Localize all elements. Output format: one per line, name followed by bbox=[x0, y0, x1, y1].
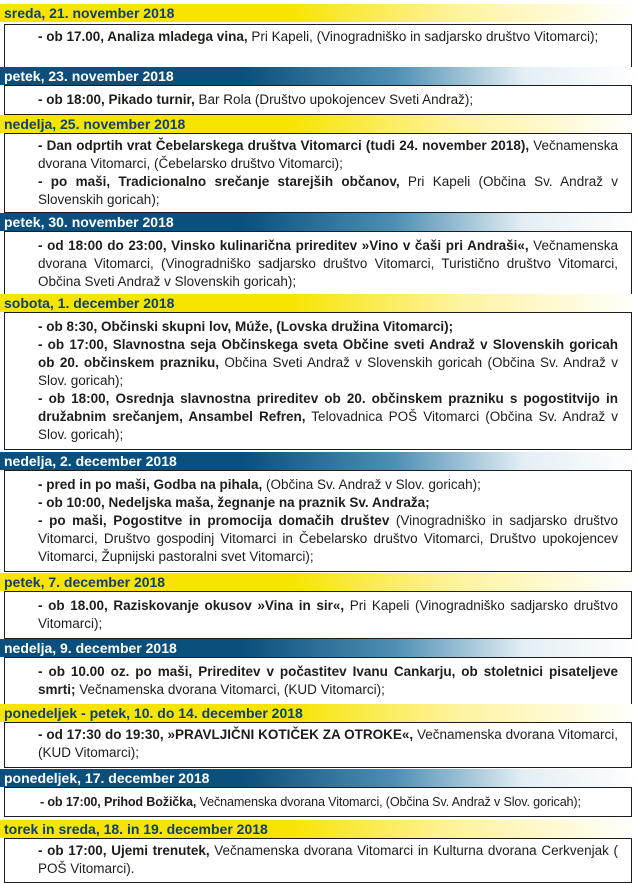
event-details: (Vinogradniško in sadjarsko društvo Vitomarci, Društvo gospodinj Vitomarci in Čebelarsko društvo Vitomarci, Društvo upokojencev Vitomarci, Župnijski pastoralni svet Vitomarci); bbox=[38, 513, 618, 564]
event-details: Večnamenska dvorana Vitomarci, (Občina Sv. Andraž v Slov. goricah); bbox=[196, 795, 581, 809]
day-header: petek, 23. november 2018 bbox=[0, 67, 638, 85]
event-details: Pri Kapeli, (Vinogradniško in sadjarsko društvo Vitomarci); bbox=[247, 29, 599, 44]
day-events bbox=[38, 476, 618, 566]
event-item bbox=[38, 318, 618, 336]
event-details: Večnamenska dvorana Vitomarci, (KUD Vitomarci); bbox=[38, 727, 618, 760]
day-events bbox=[38, 842, 618, 878]
event-item bbox=[38, 173, 618, 209]
event-title: - pred in po maši, Godba na pihala, bbox=[38, 477, 263, 492]
event-item bbox=[40, 793, 624, 811]
event-title: - ob 17:00, Slavnostna seja Občinskega sveta Občine sveti Andraž v Slovenskih goricah ob 20. občinskem prazniku, bbox=[38, 337, 618, 370]
day-header: sobota, 1. december 2018 bbox=[0, 294, 638, 312]
event-details: Večnamenska dvorana Vitomarci in Kulturna dvorana Cerkvenjak ( POŠ Vitomarci). bbox=[38, 843, 618, 876]
event-title: - ob 18.00, Raziskovanje okusov »Vina in sir«, bbox=[38, 598, 345, 613]
day-header: petek, 7. december 2018 bbox=[0, 573, 638, 591]
event-title: - po maši, Pogostitve in promocija domačih društev bbox=[38, 513, 390, 528]
event-title: - ob 17:00, Ujemi trenutek, bbox=[38, 843, 210, 858]
event-details: Večnamenska dvorana Vitomarci, (Vinogradniško sadjarsko društvo Vitomarci, Turistično društvo Vitomarci, Občina Sveti Andraž v Slovenskih goricah); bbox=[38, 238, 618, 289]
event-title: - ob 10.00 oz. po maši, Prireditev v počastitev Ivanu Cankarju, ob stoletnici pisateljeve smrti; bbox=[38, 664, 618, 697]
day-header: torek in sreda, 18. in 19. december 2018 bbox=[0, 820, 638, 838]
event-details: Bar Rola (Društvo upokojencev Sveti Andraž); bbox=[194, 92, 474, 107]
day-events bbox=[38, 91, 618, 109]
event-item bbox=[38, 726, 618, 762]
event-item bbox=[38, 390, 618, 444]
day-events bbox=[38, 663, 618, 699]
day-events bbox=[40, 793, 624, 811]
event-details: (Občina Sv. Andraž v Slov. goricah); bbox=[262, 477, 481, 492]
event-item bbox=[38, 494, 618, 512]
event-item bbox=[38, 137, 618, 173]
event-details: Telovadnica POŠ Vitomarci (Občina Sv. Andraž v Slov. goricah); bbox=[38, 409, 618, 442]
day-events bbox=[38, 28, 618, 46]
event-details: Pri Kapeli (Občina Sv. Andraž v Slovenskih goricah); bbox=[38, 174, 618, 207]
event-details: Občina Sveti Andraž v Slovenskih goricah (Občina Sv. Andraž v Slov. goricah); bbox=[38, 355, 618, 388]
day-events bbox=[38, 318, 618, 444]
event-title: - ob 18:00, Pikado turnir, bbox=[38, 92, 195, 107]
event-item bbox=[38, 91, 618, 109]
event-title: - ob 10:00, Nedeljska maša, žegnanje na praznik Sv. Andraža; bbox=[38, 495, 430, 510]
day-events bbox=[38, 237, 618, 291]
day-header: ponedeljek - petek, 10. do 14. december 2018 bbox=[0, 704, 638, 722]
event-details: Večnamenska dvorana Vitomarci, (KUD Vitomarci); bbox=[75, 682, 385, 697]
event-item bbox=[38, 336, 618, 390]
day-header: sreda, 21. november 2018 bbox=[0, 4, 638, 22]
day-events bbox=[38, 726, 618, 762]
event-item bbox=[38, 476, 618, 494]
event-title: - ob 17.00, Analiza mladega vina, bbox=[38, 29, 248, 44]
event-title: - ob 17:00, Prihod Božička, bbox=[40, 795, 197, 809]
day-header: nedelja, 25. november 2018 bbox=[0, 115, 638, 133]
event-item bbox=[38, 237, 618, 291]
event-title: - ob 8:30, Občinski skupni lov, Múže, (Lovska družina Vitomarci); bbox=[38, 319, 454, 334]
event-item bbox=[38, 28, 618, 46]
event-item bbox=[38, 597, 618, 633]
day-header: ponedeljek, 17. december 2018 bbox=[0, 769, 638, 787]
event-title: - od 17:30 do 19:30, »PRAVLJIČNI KOTIČEK ZA OTROKE«, bbox=[38, 727, 414, 742]
event-details: Pri Kapeli (Vinogradniško sadjarsko društvo Vitomarci); bbox=[38, 598, 619, 631]
day-header: nedelja, 2. december 2018 bbox=[0, 452, 638, 470]
event-title: - Dan odprtih vrat Čebelarskega društva Vitomarci (tudi 24. november 2018), bbox=[38, 138, 530, 153]
event-title: - od 18:00 do 23:00, Vinsko kulinarična prireditev »Vino v čaši pri Andraši«, bbox=[38, 238, 529, 253]
event-item bbox=[38, 842, 618, 878]
day-events bbox=[38, 597, 618, 633]
day-header: petek, 30. november 2018 bbox=[0, 213, 638, 231]
event-item bbox=[38, 663, 618, 699]
event-details: Večnamenska dvorana Vitomarci, (Čebelarsko društvo Vitomarci); bbox=[38, 138, 618, 171]
event-item bbox=[38, 512, 618, 566]
day-header: nedelja, 9. december 2018 bbox=[0, 639, 638, 657]
event-title: - ob 18:00, Osrednja slavnostna prireditev ob 20. občinskem prazniku s pogostitvijo in družabnim srečanjem, Ansambel Refren, bbox=[38, 391, 618, 424]
day-events bbox=[38, 137, 618, 209]
event-title: - po maši, Tradicionalno srečanje starejših občanov, bbox=[38, 174, 400, 189]
